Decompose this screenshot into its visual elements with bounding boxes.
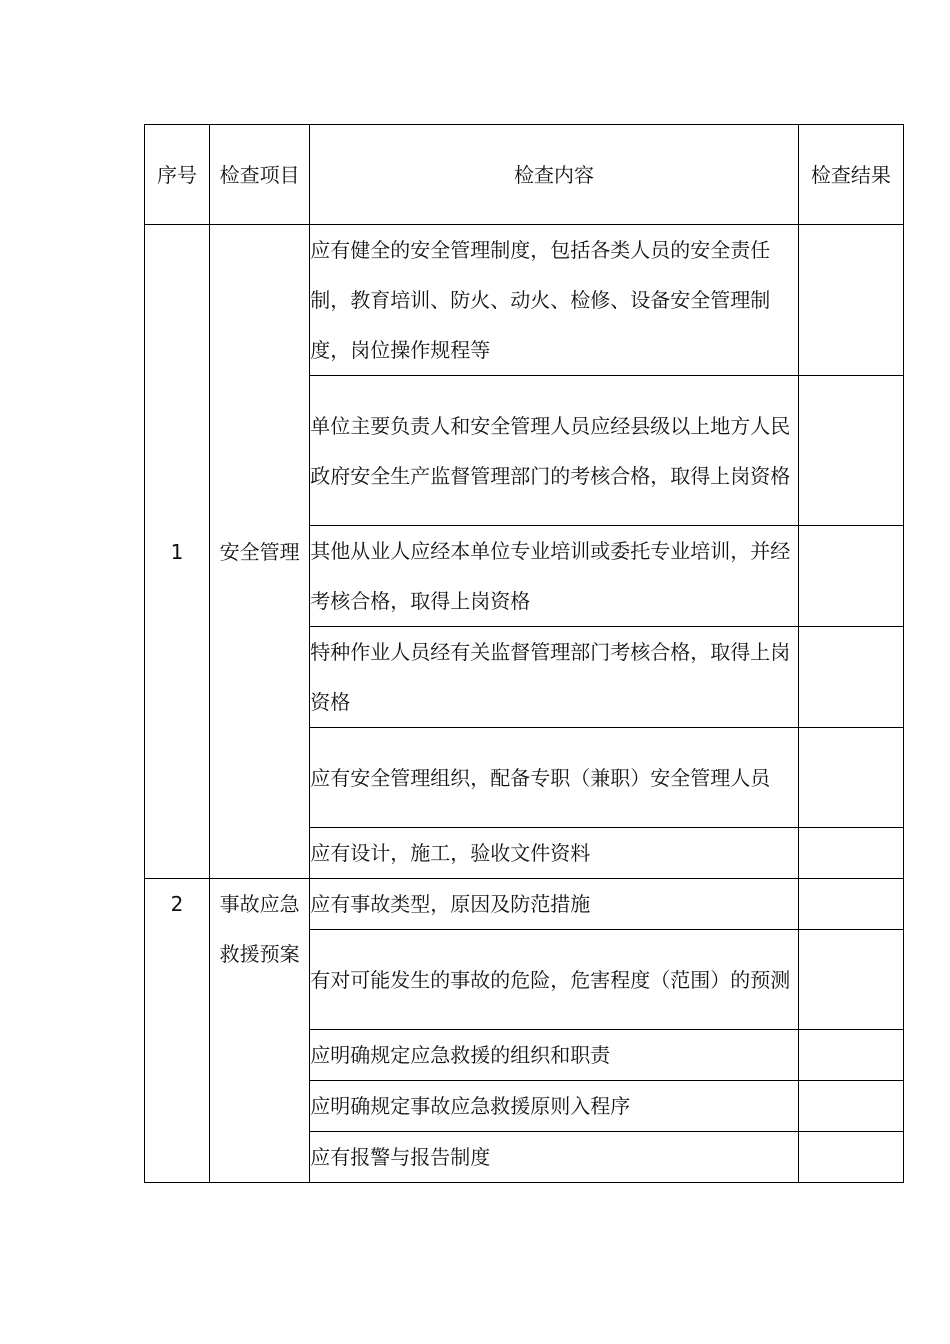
check-result-cell[interactable] <box>798 728 903 828</box>
table-row <box>145 879 904 930</box>
check-result-cell[interactable] <box>798 930 903 1030</box>
check-content: 特种作业人员经有关监督管理部门考核合格，取得上岗资格 <box>310 627 799 728</box>
header-row <box>145 125 904 225</box>
check-content: 单位主要负责人和安全管理人员应经县级以上地方人民政府安全生产监督管理部门的考核合格，取得上岗资格 <box>310 376 799 526</box>
check-result-cell[interactable] <box>798 828 903 879</box>
group-seq: 1 <box>145 225 210 879</box>
check-content: 应有安全管理组织，配备专职（兼职）安全管理人员 <box>310 728 799 828</box>
check-result-cell[interactable] <box>798 1030 903 1081</box>
check-result-cell[interactable] <box>798 879 903 930</box>
check-content: 应有事故类型，原因及防范措施 <box>310 879 799 930</box>
group-seq: 2 <box>145 879 210 1183</box>
check-result-cell[interactable] <box>798 225 903 376</box>
header-item: 检查项目 <box>210 125 310 225</box>
check-result-cell[interactable] <box>798 376 903 526</box>
group-item: 事故应急救援预案 <box>210 879 310 1183</box>
group-item: 安全管理 <box>210 225 310 879</box>
table-row <box>145 225 904 376</box>
check-content: 应明确规定应急救援的组织和职责 <box>310 1030 799 1081</box>
check-result-cell[interactable] <box>798 1132 903 1183</box>
check-result-cell[interactable] <box>798 627 903 728</box>
check-content: 应明确规定事故应急救援原则入程序 <box>310 1081 799 1132</box>
inspection-checklist-table <box>144 124 904 1183</box>
check-result-cell[interactable] <box>798 526 903 627</box>
check-result-cell[interactable] <box>798 1081 903 1132</box>
header-seq: 序号 <box>145 125 210 225</box>
check-content: 其他从业人应经本单位专业培训或委托专业培训，并经考核合格，取得上岗资格 <box>310 526 799 627</box>
check-content: 应有设计，施工，验收文件资料 <box>310 828 799 879</box>
check-content: 有对可能发生的事故的危险，危害程度（范围）的预测 <box>310 930 799 1030</box>
check-content: 应有报警与报告制度 <box>310 1132 799 1183</box>
header-result: 检查结果 <box>798 125 903 225</box>
check-content: 应有健全的安全管理制度，包括各类人员的安全责任制，教育培训、防火、动火、检修、设备安全管理制度，岗位操作规程等 <box>310 225 799 376</box>
header-content: 检查内容 <box>310 125 799 225</box>
